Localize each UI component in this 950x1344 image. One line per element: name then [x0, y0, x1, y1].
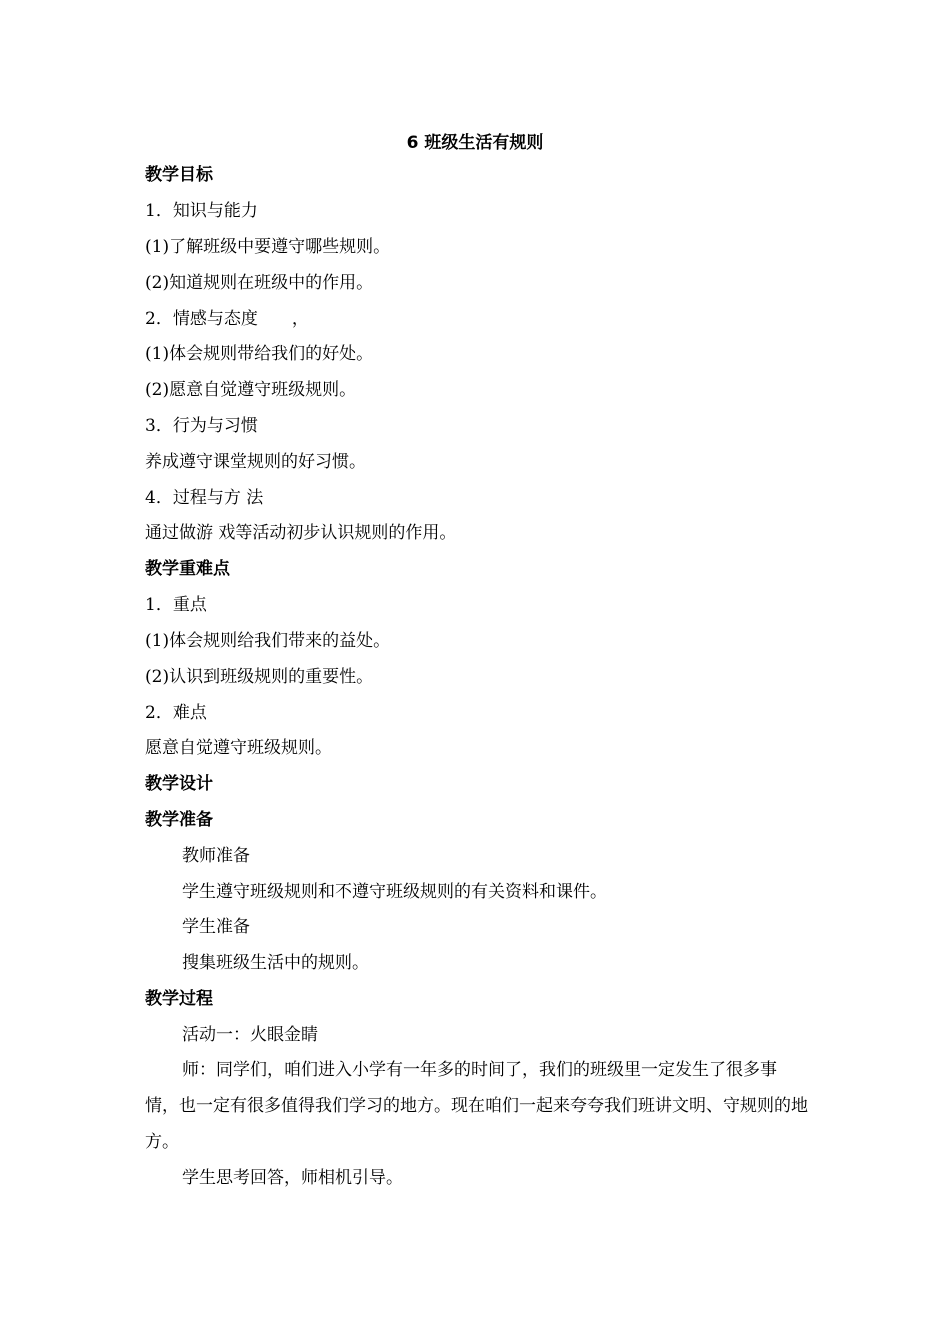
text-line: 1．知识与能力 — [145, 201, 258, 221]
document-title: 6 班级生活有规则 — [406, 133, 544, 153]
heading-teaching-goals: 教学目标 — [145, 165, 213, 185]
text-line: (2)愿意自觉遵守班级规则。 — [145, 380, 357, 400]
text-line: (2)知道规则在班级中的作用。 — [145, 273, 374, 293]
text-line: 学生准备 — [182, 917, 250, 937]
text-line: 通过做游 戏等活动初步认识规则的作用。 — [145, 523, 457, 543]
text-line: (1)体会规则带给我们的好处。 — [145, 344, 374, 364]
text-line: 学生思考回答，师相机引导。 — [182, 1168, 403, 1188]
teacher-paragraph: 师：同学们，咱们进入小学有一年多的时间了，我们的班级里一定发生了很多事情，也一定有很多值得我们学习的地方。现在咱们一起来夸夸我们班讲文明、守规则的地 方。 — [145, 1060, 808, 1152]
text-line: 搜集班级生活中的规则。 — [182, 953, 369, 973]
text-line: 教师准备 — [182, 846, 250, 866]
text-line: (2)认识到班级规则的重要性。 — [145, 667, 374, 687]
text-line: 2．情感与态度 ， — [145, 309, 309, 329]
heading-teaching-preparation: 教学准备 — [145, 810, 213, 830]
text-line: 3．行为与习惯 — [145, 416, 258, 436]
heading-teaching-process: 教学过程 — [145, 989, 213, 1009]
heading-teaching-design: 教学设计 — [145, 774, 213, 794]
text-line: (1)了解班级中要遵守哪些规则。 — [145, 237, 391, 257]
text-line: 4．过程与方 法 — [145, 488, 264, 508]
text-line: 学生遵守班级规则和不遵守班级规则的有关资料和课件。 — [182, 882, 607, 902]
heading-key-points: 教学重难点 — [145, 559, 230, 579]
text-line: 1．重点 — [145, 595, 207, 615]
text-line: (1)体会规则给我们带来的益处。 — [145, 631, 391, 651]
text-line: 2．难点 — [145, 703, 207, 723]
text-line: 愿意自觉遵守班级规则。 — [145, 738, 332, 758]
activity-title: 活动一：火眼金睛 — [182, 1025, 318, 1045]
text-line: 养成遵守课堂规则的好习惯。 — [145, 452, 366, 472]
